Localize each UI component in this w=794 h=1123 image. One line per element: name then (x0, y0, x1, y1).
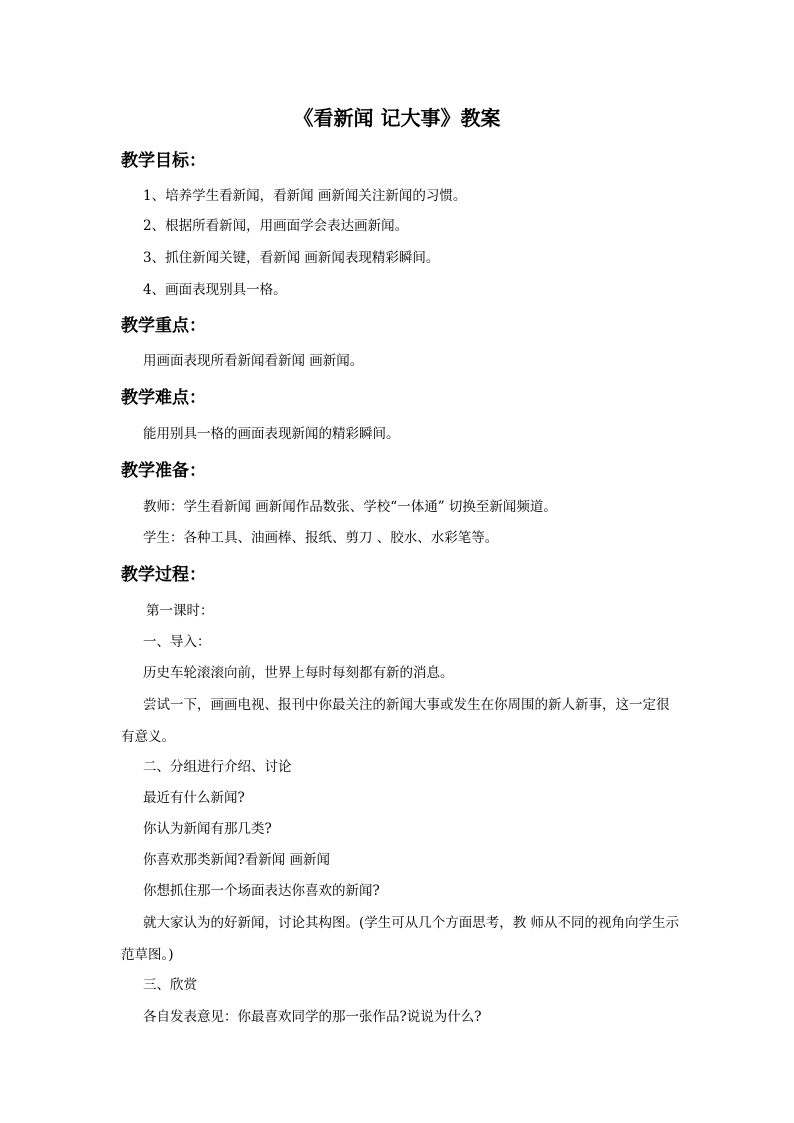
process-question-2: 你认为新闻有那几类? (143, 821, 272, 837)
heading-process: 教学过程： (121, 565, 206, 585)
process-question-4: 你想抓住那一个场面表达你喜欢的新闻? (143, 883, 380, 899)
process-discuss: 就大家认为的好新闻，讨论其构图。(学生可从几个方面思考，教 师从不同的视角向学生示范草图。) (121, 915, 680, 963)
process-question-1: 最近有什么新闻? (143, 790, 245, 806)
heading-goals: 教学目标： (121, 151, 206, 171)
heading-difficulties: 教学难点： (121, 388, 206, 408)
process-intro-1: 历史车轮滚滚向前，世界上每时每刻都有新的消息。 (143, 665, 454, 681)
process-intro-2: 尝试一下，画画电视、报刊中你最关注的新闻大事或发生在你周围的新人新事，这一定很有意义。 (121, 697, 670, 745)
key-points-text: 用画面表现所看新闻看新闻 画新闻。 (143, 353, 364, 369)
process-step-2: 二、分组进行介绍、讨论 (143, 759, 292, 775)
difficulties-text: 能用别具一格的画面表现新闻的精彩瞬间。 (143, 426, 400, 442)
goal-item-2: 2、根据所看新闻，用画面学会表达画新闻。 (143, 218, 409, 234)
process-step-1: 一、导入： (143, 634, 211, 650)
goal-item-4: 4、画面表现别具一格。 (143, 282, 287, 298)
goal-item-1: 1、培养学生看新闻，看新闻 画新闻关注新闻的习惯。 (143, 188, 467, 204)
process-question-3: 你喜欢那类新闻?看新闻 画新闻 (143, 852, 331, 868)
heading-preparation: 教学准备： (121, 461, 206, 481)
process-step-3: 三、欣赏 (143, 977, 197, 993)
goal-item-3: 3、抓住新闻关键，看新闻 画新闻表现精彩瞬间。 (143, 250, 440, 266)
preparation-teacher: 教师：学生看新闻 画新闻作品数张、学校“一体通” 切换至新闻频道。 (143, 499, 557, 515)
process-appreciate: 各自发表意见：你最喜欢同学的那一张作品?说说为什么? (143, 1009, 482, 1025)
preparation-student: 学生：各种工具、油画棒、报纸、剪刀 、胶水、水彩笔等。 (143, 530, 499, 546)
heading-key-points: 教学重点： (121, 316, 206, 336)
page-title: 《看新闻 记大事》教案 (293, 106, 501, 130)
process-lesson: 第一课时： (146, 603, 214, 619)
